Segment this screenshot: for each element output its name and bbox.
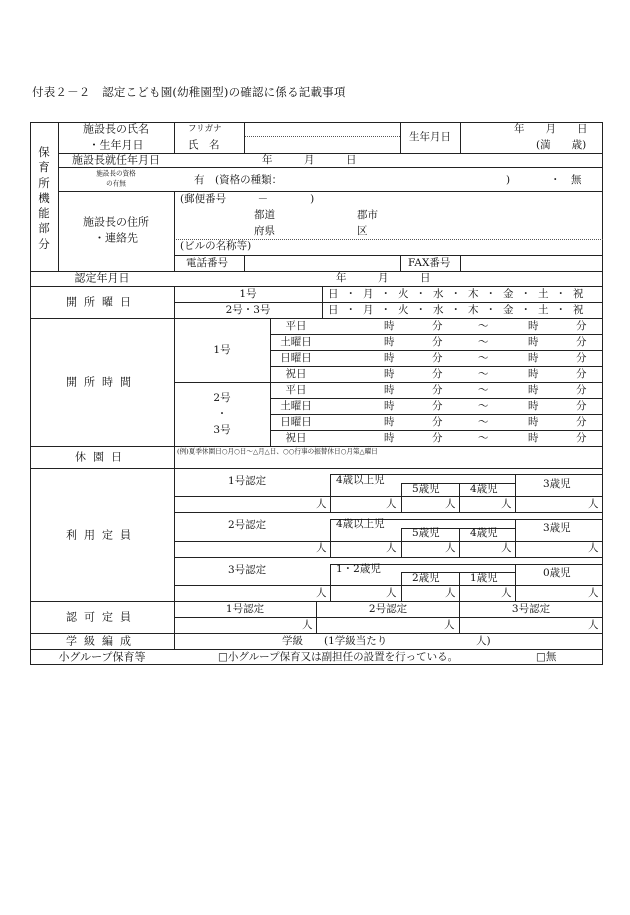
rule	[174, 617, 603, 618]
ku-label: 区	[357, 224, 368, 237]
hours-end-hour: 時	[528, 351, 539, 364]
rule	[459, 483, 460, 512]
hours-start-minute: 分	[432, 319, 443, 332]
rule	[400, 122, 401, 153]
hours-end-minute: 分	[576, 431, 587, 444]
rule	[330, 564, 331, 601]
rule	[459, 572, 460, 601]
capacity-unit: 人	[445, 497, 456, 510]
capacity-unit: 人	[316, 497, 327, 510]
furigana-label: フリガナ	[188, 123, 222, 134]
hours-start-hour: 時	[384, 367, 395, 380]
open-days-cat-23: 2号・3号	[225, 303, 271, 316]
qualification-yes: 有 (資格の種類：	[194, 173, 283, 186]
todo-label: 都道	[254, 208, 275, 221]
capacity-age-b: 2歳児	[412, 571, 440, 584]
name-label: 氏 名	[188, 138, 220, 151]
age-label: (満 歳)	[536, 138, 587, 151]
capacity-unit: 人	[445, 586, 456, 599]
rule	[460, 122, 461, 153]
capacity-age-d: 0歳児	[543, 566, 571, 579]
postal-code-label: (郵便番号 － )	[180, 192, 315, 205]
hours-start-hour: 時	[384, 415, 395, 428]
hours-tilde: ～	[478, 319, 489, 332]
capacity-group-name: 3号認定	[228, 563, 267, 576]
page-title: 付表２－２ 認定こども園(幼稚園型)の確認に係る記載事項	[32, 85, 346, 99]
open-days-list-1: 日・月・火・水・木・金・土・祝	[328, 287, 591, 300]
rule	[244, 122, 245, 153]
capacity-group-name: 1号認定	[228, 474, 267, 487]
rule	[460, 255, 461, 271]
hours-start-minute: 分	[432, 415, 443, 428]
approved-unit-1: 人	[302, 618, 313, 631]
hours-end-minute: 分	[576, 383, 587, 396]
capacity-age-b: 5歳児	[412, 526, 440, 539]
rule	[30, 468, 603, 469]
section-label-nursery: 保育所機能部分	[38, 145, 50, 251]
class-org-text: 学級 (1学級当たり	[282, 634, 388, 647]
capacity-age-a: 4歳以上児	[336, 473, 385, 486]
capacity-unit: 人	[588, 586, 599, 599]
rule	[401, 572, 402, 601]
capacity-age-b: 5歳児	[412, 482, 440, 495]
hours-day-type: 日曜日	[280, 415, 312, 428]
capacity-age-d: 3歳児	[543, 521, 571, 534]
address-label: 施設長の住所	[83, 215, 149, 229]
hours-day-type: 祝日	[285, 431, 307, 444]
hours-end-minute: 分	[576, 415, 587, 428]
capacity-unit: 人	[501, 541, 512, 554]
capacity-age-a: 4歳以上児	[336, 517, 385, 530]
rule	[30, 318, 603, 319]
hours-day-type: 平日	[285, 319, 307, 332]
hours-tilde: ～	[478, 383, 489, 396]
capacity-unit: 人	[501, 586, 512, 599]
hours-start-hour: 時	[384, 351, 395, 364]
approved-c2: 2号認定	[368, 602, 408, 615]
hours-group-23-dot: ・	[216, 407, 228, 420]
appointment-label: 施設長就任年月日	[72, 153, 160, 167]
rule	[174, 557, 603, 558]
director-name-label: 施設長の氏名	[83, 122, 149, 136]
hours-end-minute: 分	[576, 319, 587, 332]
hours-group-23-3: 3号	[213, 423, 231, 436]
birthdate-label: 生年月日	[409, 130, 451, 143]
capacity-age-c: 1歳児	[470, 571, 498, 584]
rule	[244, 255, 245, 271]
hours-start-minute: 分	[432, 431, 443, 444]
hours-start-hour: 時	[384, 335, 395, 348]
rule	[515, 519, 516, 557]
hours-group-23: 2号	[213, 391, 231, 404]
rule	[401, 528, 402, 557]
hours-tilde: ～	[478, 415, 489, 428]
small-group-label: 小グループ保育等	[58, 650, 146, 664]
hours-day-type: 平日	[285, 383, 307, 396]
capacity-age-d: 3歳児	[543, 477, 571, 490]
hours-day-type: 祝日	[285, 367, 307, 380]
confirmation-form-table	[30, 122, 603, 665]
small-group-option-no[interactable]: □無	[536, 650, 557, 663]
phone-label: 電話番号	[186, 256, 228, 269]
rule	[174, 286, 175, 649]
rule	[58, 191, 603, 192]
rule	[58, 167, 603, 168]
qualification-label: 施設長の資格	[96, 169, 136, 178]
building-label: (ビルの名称等)	[180, 239, 252, 252]
open-days-cat-1: 1号	[239, 287, 257, 300]
rule	[174, 512, 603, 513]
capacity-unit: 人	[501, 497, 512, 510]
capacity-unit: 人	[386, 497, 397, 510]
rule	[330, 474, 331, 512]
hours-end-hour: 時	[528, 399, 539, 412]
hours-end-hour: 時	[528, 415, 539, 428]
approved-label: 認可定員	[66, 610, 138, 624]
capacity-age-c: 4歳児	[470, 526, 498, 539]
hours-start-hour: 時	[384, 383, 395, 396]
birth-ymd: 年 月 日	[514, 122, 588, 135]
capacity-unit: 人	[316, 586, 327, 599]
capacity-unit: 人	[588, 541, 599, 554]
hours-end-hour: 時	[528, 335, 539, 348]
rule	[316, 601, 317, 633]
capacity-group-name: 2号認定	[228, 518, 267, 531]
hours-start-hour: 時	[384, 319, 395, 332]
qualification-close: )	[506, 173, 511, 186]
hours-start-minute: 分	[432, 335, 443, 348]
hours-end-minute: 分	[576, 367, 587, 380]
approved-unit-2: 人	[444, 618, 455, 631]
holidays-label: 休園日	[75, 450, 129, 464]
hours-end-minute: 分	[576, 335, 587, 348]
director-name-label-2: ・生年月日	[88, 138, 144, 152]
hours-tilde: ～	[478, 431, 489, 444]
hours-start-minute: 分	[432, 399, 443, 412]
hours-end-hour: 時	[528, 383, 539, 396]
hours-tilde: ～	[478, 399, 489, 412]
capacity-unit: 人	[445, 541, 456, 554]
cert-date-label: 認定年月日	[74, 271, 130, 285]
fuken-label: 府県	[254, 224, 275, 237]
hours-tilde: ～	[478, 335, 489, 348]
capacity-unit: 人	[588, 497, 599, 510]
hours-end-minute: 分	[576, 399, 587, 412]
capacity-unit: 人	[386, 541, 397, 554]
rule	[58, 122, 59, 271]
rule	[174, 122, 175, 153]
cert-date-ymd: 年 月 日	[336, 271, 431, 284]
small-group-option-yes[interactable]: □小グループ保育又は副担任の設置を行っている。	[218, 650, 459, 663]
hours-end-hour: 時	[528, 367, 539, 380]
rule	[459, 528, 460, 557]
hours-end-hour: 時	[528, 431, 539, 444]
address-label-2: ・連絡先	[94, 231, 138, 245]
hours-day-type: 日曜日	[280, 351, 312, 364]
hours-day-type: 土曜日	[280, 399, 312, 412]
capacity-age-a: 1・2歳児	[336, 562, 381, 575]
hours-tilde: ～	[478, 351, 489, 364]
approved-c1: 1号認定	[225, 602, 265, 615]
rule	[515, 474, 516, 512]
qualification-no: ・ 無	[550, 173, 582, 186]
capacity-unit: 人	[386, 586, 397, 599]
gunshi-label: 郡市	[357, 208, 378, 221]
hours-start-minute: 分	[432, 383, 443, 396]
hours-end-minute: 分	[576, 351, 587, 364]
rule	[174, 255, 603, 256]
rule	[244, 136, 400, 137]
hours-start-minute: 分	[432, 367, 443, 380]
hours-start-hour: 時	[384, 399, 395, 412]
hours-group-1: 1号	[213, 343, 231, 356]
appointment-ymd: 年 月 日	[262, 153, 357, 166]
rule	[459, 601, 460, 633]
class-org-unit: 人)	[476, 634, 491, 647]
open-days-list-23: 日・月・火・水・木・金・土・祝	[328, 303, 591, 316]
rule	[322, 286, 323, 318]
qualification-label-2: の有無	[106, 179, 126, 188]
hours-start-minute: 分	[432, 351, 443, 364]
holidays-note: (例)夏季休園日○月○日～△月△日、○○行事の振替休日○月第△曜日	[177, 447, 378, 456]
capacity-label: 利用定員	[66, 528, 138, 542]
fax-label: FAX番号	[408, 256, 451, 269]
hours-tilde: ～	[478, 367, 489, 380]
rule	[515, 564, 516, 601]
open-hours-label: 開所時間	[66, 375, 138, 389]
open-days-label: 開所曜日	[66, 295, 138, 309]
rule	[174, 191, 175, 271]
approved-unit-3: 人	[588, 618, 599, 631]
rule	[330, 519, 331, 557]
hours-day-type: 土曜日	[280, 335, 312, 348]
capacity-unit: 人	[316, 541, 327, 554]
class-org-label: 学級編成	[66, 634, 138, 648]
hours-end-hour: 時	[528, 319, 539, 332]
rule	[400, 255, 401, 271]
hours-start-hour: 時	[384, 431, 395, 444]
rule	[270, 318, 271, 446]
capacity-age-c: 4歳児	[470, 482, 498, 495]
approved-c3: 3号認定	[511, 602, 551, 615]
rule	[401, 483, 402, 512]
